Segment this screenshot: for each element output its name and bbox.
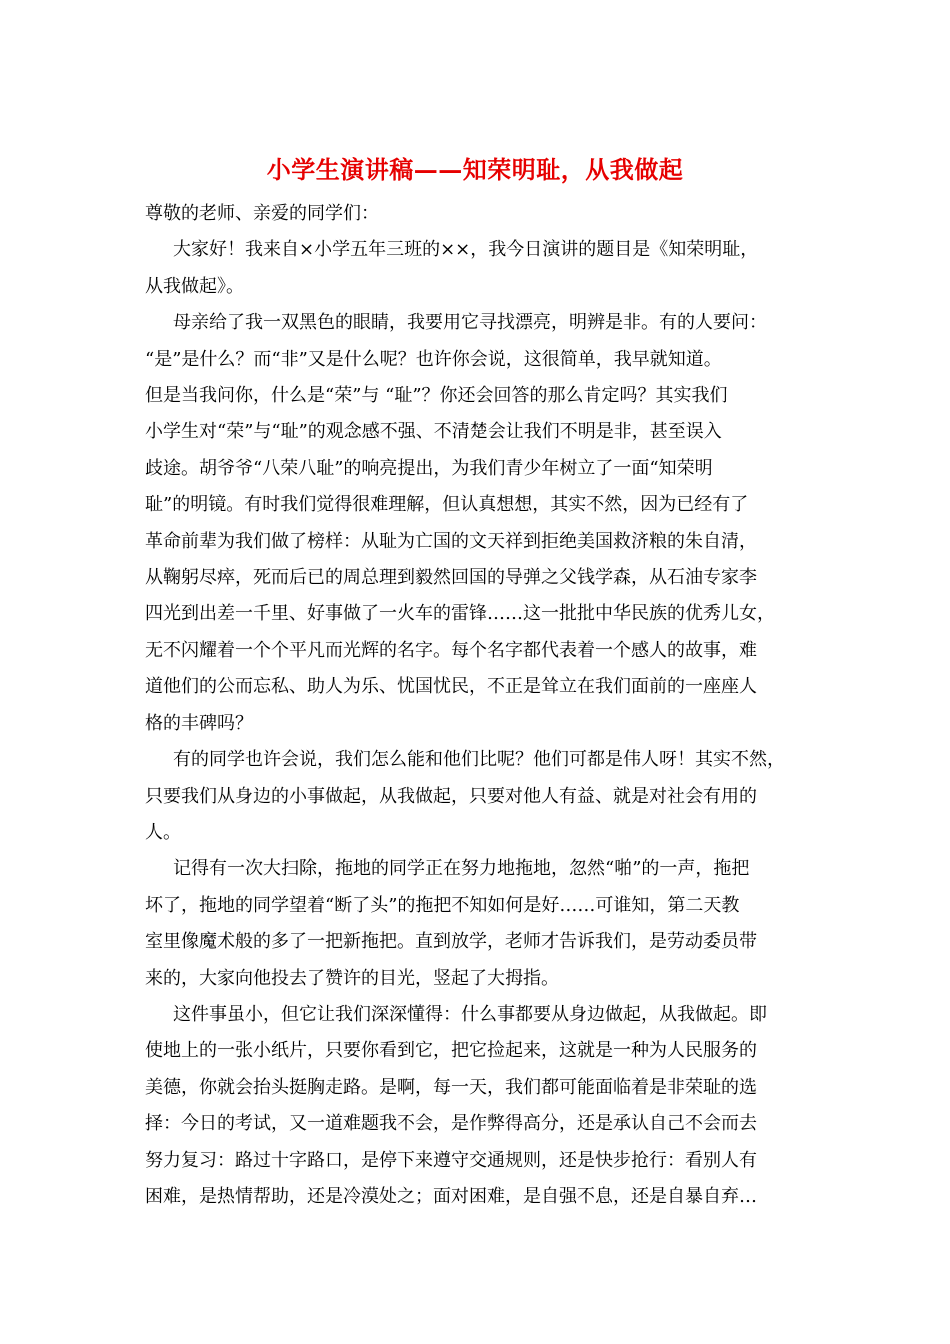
text-line: 室里像魔术般的多了一把新拖把。直到放学，老师才告诉我们，是劳动委员带: [145, 931, 757, 953]
paragraph-choices: [145, 997, 815, 1215]
text-line: 有的同学也许会说，我们怎么能和他们比呢？他们可都是伟人呀！其实不然，: [173, 749, 785, 771]
text-line: 革命前辈为我们做了榜样：从耻为亡国的文天祥到拒绝美国救济粮的朱自清，: [145, 530, 757, 552]
text-line: 但是当我问你，什么是“荣”与 “耻”？你还会回答的那么肯定吗？其实我们: [145, 385, 728, 407]
text-line: 只要我们从身边的小事做起，从我做起，只要对他人有益、就是对社会有用的: [145, 785, 757, 807]
text-line: 大家好！我来自×小学五年三班的××，我今日演讲的题目是《知荣明耻，: [173, 239, 759, 261]
text-line: 格的丰碑吗？: [145, 712, 253, 734]
paragraph-role-models: [145, 305, 815, 742]
document-title: 小学生演讲稿——知荣明耻，从我做起: [266, 155, 684, 184]
text-line: 耻”的明镜。有时我们觉得很难理解，但认真想想，其实不然，因为已经有了: [145, 494, 749, 516]
text-line: 歧途。胡爷爷“八荣八耻”的响亮提出，为我们青少年树立了一面“知荣明: [145, 457, 713, 479]
text-line: 困难，是热情帮助，还是冷漠处之；面对困难，是自强不息，还是自暴自弃…: [145, 1185, 757, 1207]
text-line: 母亲给了我一双黑色的眼睛，我要用它寻找漂亮，明辨是非。有的人要问：: [173, 312, 767, 334]
text-line: 四光到出差一千里、好事做了一火车的雷锋……这一批批中华民族的优秀儿女，: [145, 603, 775, 625]
paragraph-salutation: [145, 196, 815, 232]
text-line: 从我做起》。: [145, 275, 244, 297]
text-line: 使地上的一张小纸片，只要你看到它，把它捡起来，这就是一种为人民服务的: [145, 1040, 757, 1062]
text-line: 尊敬的老师、亲爱的同学们：: [145, 203, 379, 224]
paragraph-cleaning-story: [145, 851, 815, 997]
text-line: 小学生对“荣”与“耻”的观念感不强、不清楚会让我们不明是非，甚至误入: [145, 421, 722, 443]
paragraph-small-things: [145, 742, 815, 851]
text-line: 从鞠躬尽瘁，死而后已的周总理到毅然回国的导弹之父钱学森，从石油专家李: [145, 567, 757, 589]
text-line: 择：今日的考试，又一道难题我不会，是作弊得高分，还是承认自己不会而去: [145, 1113, 757, 1135]
text-line: 记得有一次大扫除，拖地的同学正在努力地拖地，忽然“啪”的一声，拖把: [173, 858, 750, 880]
text-line: 来的，大家向他投去了赞许的目光，竖起了大拇指。: [145, 967, 559, 989]
text-line: 努力复习：路过十字路口，是停下来遵守交通规则，还是快步抢行：看别人有: [145, 1149, 757, 1171]
text-line: 坏了，拖地的同学望着“断了头”的拖把不知如何是好……可谁知，第二天教: [145, 894, 740, 916]
text-line: “是”是什么？而“非”又是什么呢？也许你会说，这很简单，我早就知道。: [145, 348, 722, 370]
text-line: 人。: [145, 821, 181, 843]
text-line: 无不闪耀着一个个平凡而光辉的名字。每个名字都代表着一个感人的故事，难: [145, 639, 757, 661]
document-body: [145, 196, 815, 1215]
paragraph-greeting: [145, 232, 815, 305]
text-line: 道他们的公而忘私、助人为乐、忧国忧民，不正是耸立在我们面前的一座座人: [145, 676, 757, 698]
text-line: 这件事虽小，但它让我们深深懂得：什么事都要从身边做起，从我做起。即: [173, 1003, 767, 1025]
text-line: 美德，你就会抬头挺胸走路。是啊，每一天，我们都可能面临着是非荣耻的选: [145, 1076, 757, 1098]
